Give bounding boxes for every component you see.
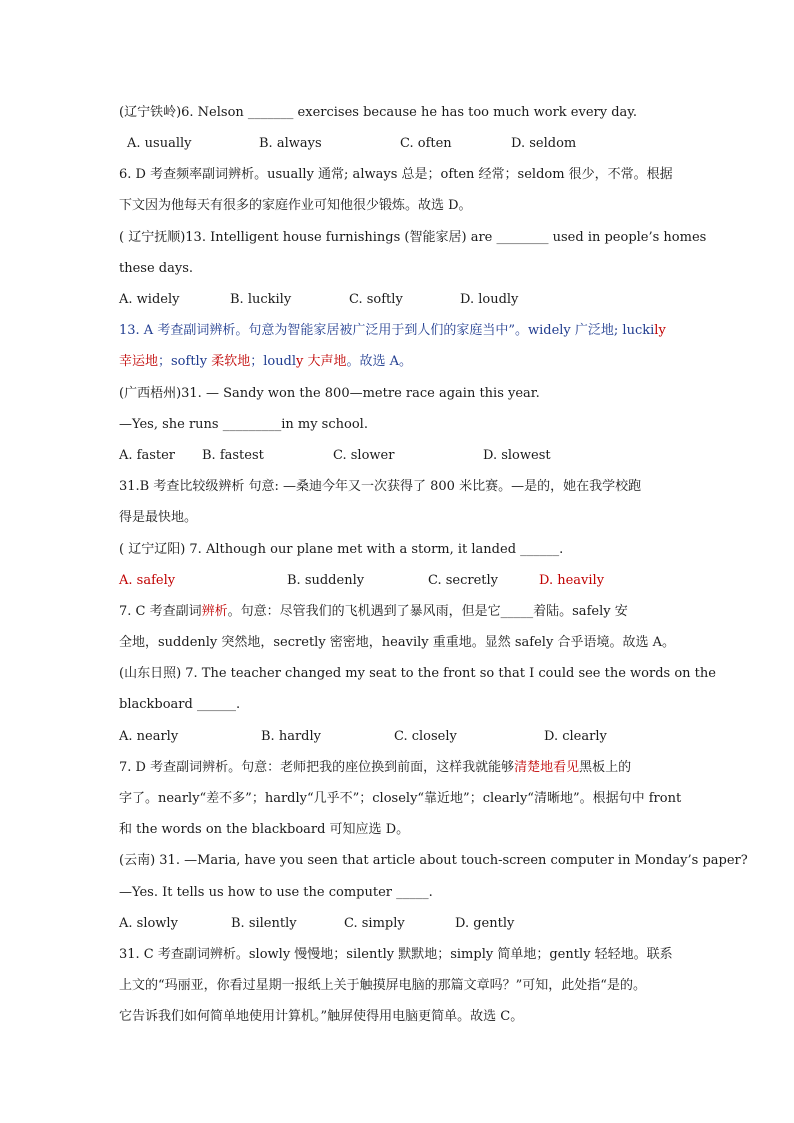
q6-answer-line-2: 上文的“玛丽亚，你看过星期一报纸上关于触摸屏电脑的那篇文章吗？”可知，此处指“是的。 — [119, 978, 646, 993]
q5-answer-highlight: 清楚地看见 — [514, 760, 580, 775]
q6-option-d: D. gently — [455, 916, 515, 931]
q2-option-b: B. luckily — [230, 292, 292, 307]
q1-stem: (辽宁铁岭)6. Nelson _______ exercises because he has too much work every day. — [119, 105, 638, 120]
q6-option-a: A. slowly — [119, 916, 178, 931]
q3-answer-line-1: 31.B 考查比较级辨析 句意: —桑迪今年又一次获得了 800 米比赛。—是的，她在我学校跑 — [119, 479, 642, 494]
q5-option-d: D. clearly — [544, 729, 607, 744]
q2-option-a: A. widely — [119, 292, 180, 307]
q2-answer-softly: ；softly — [158, 354, 212, 369]
q2-answer-line-1-main: 13. A 考查副词辨析。句意为智能家居被广泛用于到人们的家庭当中”。widely 广泛地; lucki — [119, 323, 655, 338]
q2-answer-choice: 。故选 A。 — [346, 354, 413, 369]
q4-answer-line-2: 全地，suddenly 突然地，secretly 密密地，heavily 重重地。显然 safely 合乎语境。故选 A。 — [119, 635, 675, 650]
q5-option-b: B. hardly — [261, 729, 321, 744]
q6-option-b: B. silently — [231, 916, 297, 931]
q3-option-d: D. slowest — [483, 448, 551, 463]
q5-stem-line-1: (山东日照) 7. The teacher changed my seat to the front so that I could see the words on the — [119, 666, 716, 681]
q5-option-a: A. nearly — [119, 729, 179, 744]
q3-stem-line-2: —Yes, she runs _________in my school. — [119, 417, 368, 432]
q4-answer-rest: 。句意：尽管我们的飞机遇到了暴风雨，但是它_____着陆。safely 安 — [227, 604, 628, 619]
q2-answer-line-1 — [119, 322, 675, 340]
q5-answer-line-2: 字了。nearly“差不多”；hardly“几乎不”；closely“靠近地”；clearly“清晰地”。根据句中 front — [119, 791, 682, 806]
q1-answer-line-2: 下文因为他每天有很多的家庭作业可知他很少锻炼。故选 D。 — [119, 198, 472, 213]
q6-answer-line-3: 它告诉我们如何简单地使用计算机。”触屏使得用电脑更简单。故选 C。 — [119, 1009, 524, 1024]
q5-answer-prefix: 7. D 考查副词辨析。句意：老师把我的座位换到前面，这样我就能够 — [119, 760, 515, 775]
q5-answer-rest: 黑板上的 — [579, 760, 632, 775]
q5-answer-line-1 — [119, 759, 675, 777]
q2-answer-loud: y 大声地 — [296, 354, 347, 369]
q2-answer-lucky: 幸运地 — [119, 354, 159, 369]
q6-stem-line-1: (云南) 31. —Maria, have you seen that article about touch-screen computer in Monday’s paper? — [119, 853, 748, 868]
q4-answer-prefix: 7. C 考查副词 — [119, 604, 202, 619]
q1-answer-line-1: 6. D 考查频率副词辨析。usually 通常; always 总是；often 经常；seldom 很少，不常。根据 — [119, 167, 673, 182]
q6-answer-line-1: 31. C 考查副词辨析。slowly 慢慢地；silently 默默地；simply 简单地；gently 轻轻地。联系 — [119, 947, 673, 962]
q3-option-c: C. slower — [333, 448, 395, 463]
q4-option-b: B. suddenly — [287, 573, 365, 588]
q2-stem-line-1: ( 辽宁抚顺)13. Intelligent house furnishings (智能家居) are ________ used in people’s homes — [119, 230, 707, 245]
q2-option-d: D. loudly — [460, 292, 519, 307]
q4-answer-highlight: 辨析 — [201, 604, 228, 619]
q2-answer-soft: 柔软地 — [211, 354, 251, 369]
q6-option-c: C. simply — [344, 916, 405, 931]
q4-option-d: D. heavily — [539, 573, 605, 588]
q2-stem-line-2: these days. — [119, 261, 194, 276]
q6-stem-line-2: —Yes. It tells us how to use the computer _____. — [119, 885, 433, 900]
q3-option-a: A. faster — [119, 448, 176, 463]
q1-option-c: C. often — [400, 136, 452, 151]
q3-option-b: B. fastest — [202, 448, 264, 463]
q4-option-c: C. secretly — [428, 573, 499, 588]
q4-option-a: A. safely — [119, 573, 176, 588]
q2-answer-line-1-tail: ly — [654, 323, 666, 338]
q2-answer-loudly: ；loudl — [250, 354, 297, 369]
q1-option-b: B. always — [259, 136, 322, 151]
q3-answer-line-2: 得是最快地。 — [119, 510, 198, 525]
q5-stem-line-2: blackboard ______. — [119, 697, 241, 712]
q4-stem: ( 辽宁辽阳) 7. Although our plane met with a storm, it landed ______. — [119, 542, 564, 557]
q5-option-c: C. closely — [394, 729, 457, 744]
q2-answer-line-2 — [119, 353, 675, 371]
q1-option-a: A. usually — [127, 136, 192, 151]
q3-stem-line-1: (广西梧州)31. — Sandy won the 800—metre race again this year. — [119, 386, 540, 401]
q2-option-c: C. softly — [349, 292, 403, 307]
q5-answer-line-3: 和 the words on the blackboard 可知应选 D。 — [119, 822, 410, 837]
q4-answer-line-1 — [119, 603, 675, 621]
q1-option-d: D. seldom — [511, 136, 577, 151]
